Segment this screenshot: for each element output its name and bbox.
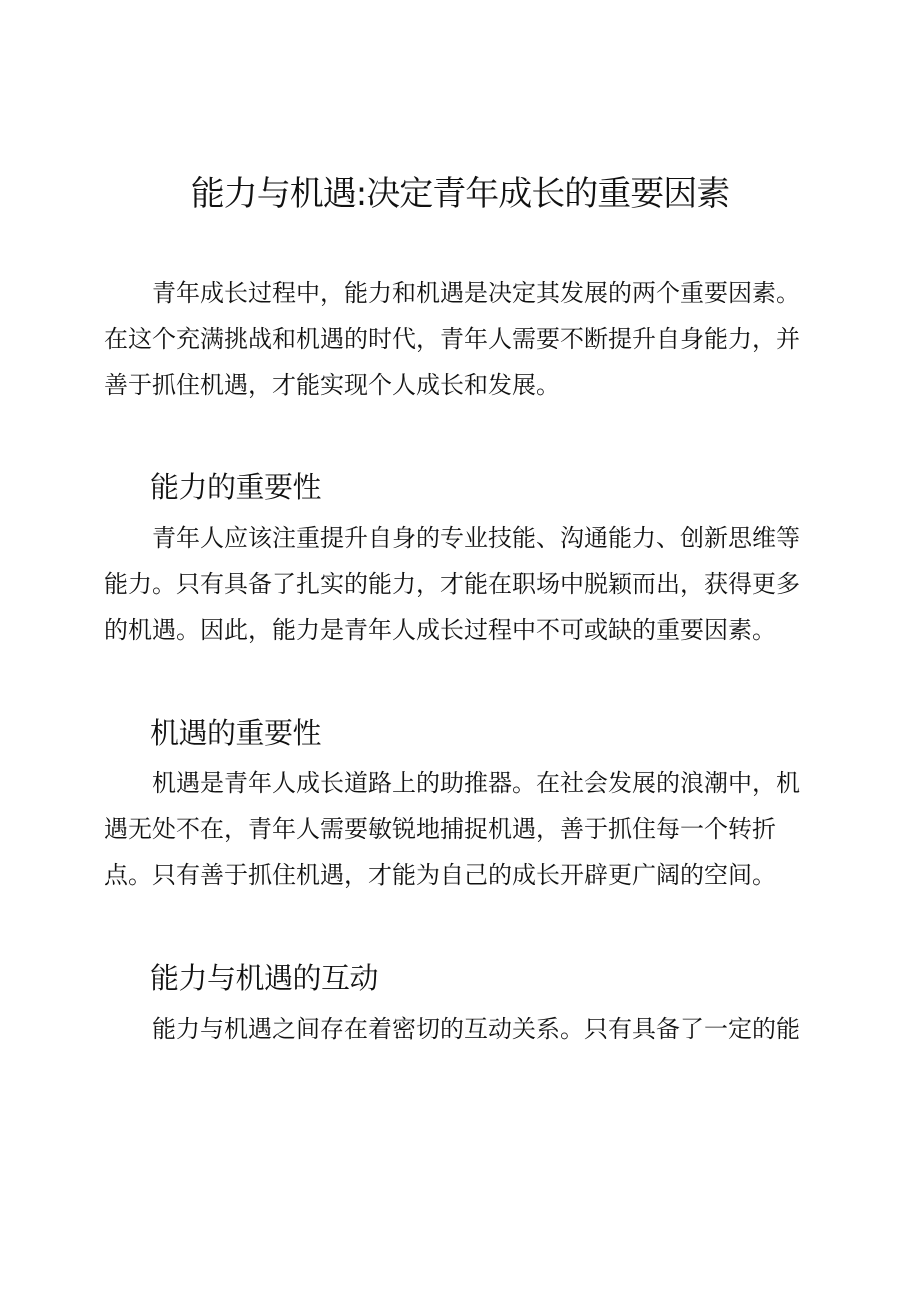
section-body-interaction: 能力与机遇之间存在着密切的互动关系。只有具备了一定的能 — [152, 1015, 800, 1043]
section-body-opportunity: 机遇是青年人成长道路上的助推器。在社会发展的浪潮中，机遇无处不在，青年人需要敏锐地捕捉机遇，善于抓住每一个转折点。只有善于抓住机遇，才能为自己的成长开辟更广阔的空间。 — [104, 769, 800, 889]
section-heading-interaction: 能力与机遇的互动 — [150, 961, 379, 995]
section-heading-ability: 能力的重要性 — [150, 470, 322, 504]
section-body-ability: 青年人应该注重提升自身的专业技能、沟通能力、创新思维等能力。只有具备了扎实的能力，才能在职场中脱颖而出，获得更多的机遇。因此，能力是青年人成长过程中不可或缺的重要因素。 — [104, 524, 800, 644]
intro-paragraph: 青年成长过程中，能力和机遇是决定其发展的两个重要因素。在这个充满挑战和机遇的时代，青年人需要不断提升自身能力，并善于抓住机遇，才能实现个人成长和发展。 — [104, 279, 800, 399]
section-heading-opportunity: 机遇的重要性 — [150, 716, 322, 750]
document-title: 能力与机遇:决定青年成长的重要因素 — [190, 174, 730, 214]
